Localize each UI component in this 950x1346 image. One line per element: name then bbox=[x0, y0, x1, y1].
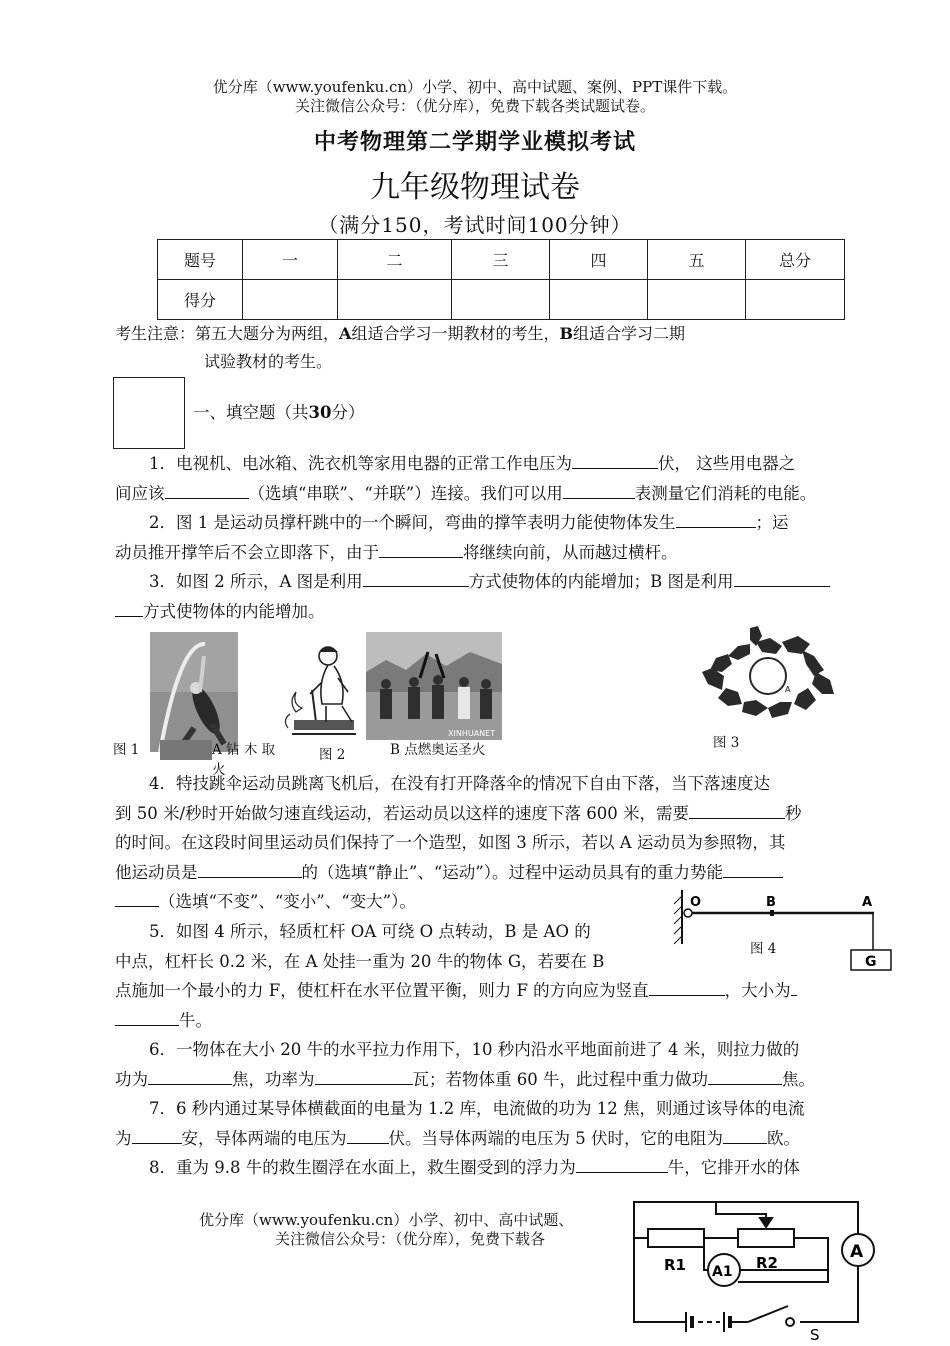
score-input-total[interactable] bbox=[746, 280, 845, 320]
q2-text-b: ；运 bbox=[755, 513, 789, 532]
q7-blank-1[interactable] bbox=[132, 1127, 182, 1144]
header-line-2: 关注微信公众号：（优分库），免费下载各类试题试卷。 bbox=[294, 97, 655, 115]
q6-text-c: 焦，功率为 bbox=[232, 1069, 315, 1089]
q7-text-e: 欧。 bbox=[767, 1128, 800, 1148]
score-cell-5: 五 bbox=[648, 240, 746, 280]
q4-text-d: 的时间。在这段时间里运动员们保持了一个造型，如图 3 所示，若以 A 运动员为参照物，其 bbox=[115, 833, 786, 852]
score-table bbox=[157, 239, 845, 320]
q7-blank-3[interactable] bbox=[723, 1127, 767, 1144]
q5-blank-1[interactable] bbox=[649, 979, 725, 996]
switch-label: S bbox=[810, 1326, 820, 1344]
score-input-3[interactable] bbox=[452, 280, 550, 320]
q6-text-a: 一物体在大小 20 牛的水平拉力作用下，10 秒内沿水平地面前进了 4 米，则拉力做的 bbox=[176, 1040, 800, 1059]
score-cell-label: 题号 bbox=[158, 240, 243, 280]
footer-line-2: 关注微信公众号：（优分库），免费下载各 bbox=[275, 1230, 546, 1248]
q2-text-c: 动员推开撑竿后不会立即落下，由于 bbox=[115, 542, 379, 562]
q1-text-a: 电视机、电冰箱、洗衣机等家用电器的正常工作电压为 bbox=[176, 454, 572, 473]
photo-watermark: XINHUANET bbox=[448, 729, 496, 738]
q6-text-d: 瓦；若物体重 60 牛，此过程中重力做功 bbox=[412, 1069, 708, 1089]
notice-line-2: 试验教材的考生。 bbox=[204, 352, 333, 371]
q1-text-b: 伏， 这些用电器之 bbox=[658, 454, 796, 473]
figure-3-drawing bbox=[698, 624, 838, 724]
q8-blank-1[interactable] bbox=[576, 1156, 668, 1173]
q5-text-c: 点施加一个最小的力 F，使杠杆在水平位置平衡，则力 F 的方向应为竖直 bbox=[115, 981, 649, 1000]
score-cell-4: 四 bbox=[550, 240, 648, 280]
lever-label-b: B bbox=[766, 895, 776, 910]
circuit-schematic bbox=[628, 1194, 890, 1342]
section-1-title-post: 分） bbox=[331, 403, 365, 422]
q3-blank-2a[interactable] bbox=[734, 570, 830, 587]
score-input-5[interactable] bbox=[648, 280, 746, 320]
q5-text-a: 如图 4 所示，轻质杠杆 OA 可绕 O 点转动，B 是 AO 的 bbox=[176, 922, 591, 941]
score-row-label: 得分 bbox=[158, 280, 243, 320]
figure-2a-caption-text: A 钻 木 取 bbox=[212, 742, 276, 758]
figure-4-drawing bbox=[670, 888, 900, 974]
figure-2-caption: 图 2 bbox=[319, 747, 346, 763]
exam-subtitle: 九年级物理试卷 bbox=[370, 170, 580, 205]
q6-text-e: 焦。 bbox=[782, 1069, 815, 1089]
q1-text-d: （选填“串联”、“并联”）连接。我们可以用 bbox=[248, 483, 563, 503]
ammeter-1-label: A1 bbox=[712, 1264, 733, 1280]
figure-3-caption: 图 3 bbox=[713, 735, 740, 751]
lever-label-o: O bbox=[690, 895, 702, 910]
q3-blank-2b[interactable] bbox=[115, 600, 143, 617]
section-1-points: 30 bbox=[308, 403, 332, 422]
q5-text-b: 中点，杠杆长 0.2 米，在 A 处挂一重为 20 牛的物体 G，若要在 B bbox=[115, 951, 605, 971]
lever-label-a: A bbox=[862, 895, 873, 910]
q7-text-b: 为 bbox=[115, 1128, 132, 1148]
notice-group-b: B bbox=[559, 324, 573, 343]
q7-text-c: 安，导体两端的电压为 bbox=[181, 1128, 347, 1148]
notice bbox=[115, 320, 895, 348]
figure-2a-caption bbox=[212, 738, 297, 778]
q4-blank-2[interactable] bbox=[198, 861, 302, 878]
question-1 bbox=[115, 449, 890, 508]
q4-blank-3b[interactable] bbox=[115, 890, 159, 907]
q7-text-d: 伏。当导体两端的电压为 5 伏时，它的电阻为 bbox=[388, 1128, 723, 1148]
q1-text-e: 表测量它们消耗的电能。 bbox=[634, 483, 817, 503]
q4-number: 4． bbox=[149, 774, 176, 793]
q2-number: 2． bbox=[149, 513, 176, 532]
q2-blank-2[interactable] bbox=[379, 541, 463, 558]
header-line-1: 优分库（www.youfenku.cn）小学、初中、高中试题、案例、PPT课件下载。 bbox=[212, 78, 738, 96]
q6-blank-1[interactable] bbox=[148, 1068, 232, 1085]
q1-text-c: 间应该 bbox=[115, 483, 165, 503]
score-input-4[interactable] bbox=[550, 280, 648, 320]
q3-number: 3． bbox=[149, 572, 176, 591]
score-table-score-row bbox=[158, 280, 845, 320]
question-3 bbox=[115, 567, 890, 626]
notice-label: 考生注意： bbox=[115, 324, 196, 343]
q4-text-c: 秒 bbox=[785, 803, 802, 823]
fire-drill-illustration bbox=[282, 642, 366, 742]
question-7 bbox=[115, 1094, 890, 1153]
question-5-start bbox=[115, 917, 675, 976]
ammeter-label: A bbox=[850, 1242, 864, 1262]
q5-blank-2a[interactable] bbox=[791, 979, 797, 996]
question-6 bbox=[115, 1035, 890, 1094]
notice-text-c: 组适合学习二期 bbox=[573, 324, 686, 343]
figure-1-photo-tail bbox=[160, 740, 212, 760]
figure-4-caption: 图 4 bbox=[750, 941, 777, 957]
q4-text-a: 特技跳伞运动员跳离飞机后，在没有打开降落伞的情况下自由下落，当下落速度达 bbox=[176, 774, 770, 793]
q6-blank-2[interactable] bbox=[315, 1068, 413, 1085]
question-8 bbox=[115, 1153, 890, 1183]
skydivers-formation-illustration bbox=[698, 624, 838, 724]
figure-2a-drawing bbox=[282, 642, 366, 742]
score-input-1[interactable] bbox=[243, 280, 338, 320]
q3-blank-1[interactable] bbox=[363, 570, 469, 587]
figure-3-label-a: A bbox=[785, 685, 791, 694]
notice-text-b: 组适合学习一期教材的考生， bbox=[351, 324, 560, 343]
q2-blank-1[interactable] bbox=[676, 511, 756, 528]
torch-lighting-image bbox=[366, 632, 502, 740]
notice-text-a: 第五大题分为两组， bbox=[195, 324, 340, 343]
question-5-end bbox=[115, 976, 890, 1035]
pole-vault-image bbox=[150, 632, 238, 752]
q8-number: 8． bbox=[149, 1158, 176, 1177]
q2-text-d: 将继续向前，从而越过横杆。 bbox=[463, 542, 678, 562]
q1-blank-2[interactable] bbox=[165, 482, 249, 499]
q2-text-a: 图 1 是运动员撑杆跳中的一个瞬间，弯曲的撑竿表明力能使物体发生 bbox=[176, 513, 676, 532]
q5-blank-2b[interactable] bbox=[115, 1009, 179, 1026]
notice-group-a: A bbox=[339, 324, 352, 343]
q6-number: 6． bbox=[149, 1040, 176, 1059]
q1-number: 1． bbox=[149, 454, 176, 473]
weight-label-g: G bbox=[865, 954, 877, 970]
footer-line-1: 优分库（www.youfenku.cn）小学、初中、高中试题、 bbox=[199, 1211, 574, 1229]
q5-number: 5． bbox=[149, 922, 176, 941]
question-2 bbox=[115, 508, 890, 567]
q4-text-f: 的（选填“静止”、“运动”）。过程中运动员具有的重力势能 bbox=[301, 862, 723, 882]
q1-blank-1[interactable] bbox=[572, 452, 658, 469]
figure-1-photo bbox=[150, 632, 238, 752]
q4-text-e: 他运动员是 bbox=[115, 862, 198, 882]
q4-text-g: （选填“不变”、“变小”、“变大”）。 bbox=[159, 892, 416, 911]
figure-1-caption: 图 1 bbox=[113, 742, 140, 758]
q4-blank-3a[interactable] bbox=[723, 861, 783, 878]
q3-text-b: 方式使物体的内能增加；B 图是利用 bbox=[468, 572, 734, 591]
score-input-2[interactable] bbox=[338, 280, 452, 320]
score-table-header-row bbox=[158, 240, 845, 280]
q5-text-d: ，大小为 bbox=[724, 981, 791, 1000]
exam-title: 中考物理第二学期学业模拟考试 bbox=[313, 129, 636, 155]
q4-blank-1[interactable] bbox=[689, 802, 785, 819]
score-cell-2: 二 bbox=[338, 240, 452, 280]
q8-text-b: 牛，它排开水的体 bbox=[667, 1158, 800, 1177]
q8-text-a: 重为 9.8 牛的救生圈浮在水面上，救生圈受到的浮力为 bbox=[176, 1158, 576, 1177]
figure-2a-caption-tail: 火 bbox=[212, 762, 226, 778]
q1-blank-3[interactable] bbox=[563, 482, 635, 499]
section-score-box[interactable] bbox=[113, 377, 185, 449]
lever-diagram bbox=[670, 888, 900, 974]
score-cell-1: 一 bbox=[243, 240, 338, 280]
section-1-title-pre: 一、填空题（共 bbox=[193, 403, 309, 422]
q6-text-b: 功为 bbox=[115, 1069, 148, 1089]
figure-2b-photo bbox=[366, 632, 502, 740]
circuit-diagram bbox=[628, 1194, 890, 1342]
q4-text-b: 到 50 米/秒时开始做匀速直线运动，若运动员以这样的速度下落 600 米，需要 bbox=[115, 803, 690, 823]
q7-text-a: 6 秒内通过某导体横截面的电量为 1.2 库，电流做的功为 12 焦，则通过该导体的电流 bbox=[176, 1099, 805, 1118]
resistor-1-label: R1 bbox=[664, 1256, 686, 1274]
section-1-title bbox=[193, 399, 364, 423]
q7-blank-2[interactable] bbox=[347, 1127, 389, 1144]
q5-text-e: 牛。 bbox=[179, 1010, 212, 1030]
exam-info: （满分150，考试时间100分钟） bbox=[318, 213, 632, 237]
q3-text-c: 方式使物体的内能增加。 bbox=[143, 601, 325, 621]
q6-blank-3[interactable] bbox=[708, 1068, 782, 1085]
resistor-2-label: R2 bbox=[756, 1254, 778, 1272]
q7-number: 7． bbox=[149, 1099, 176, 1118]
score-cell-total: 总分 bbox=[746, 240, 845, 280]
q3-text-a: 如图 2 所示，A 图是利用 bbox=[176, 572, 363, 591]
figure-2b-caption: B 点燃奥运圣火 bbox=[390, 742, 486, 758]
score-cell-3: 三 bbox=[452, 240, 550, 280]
